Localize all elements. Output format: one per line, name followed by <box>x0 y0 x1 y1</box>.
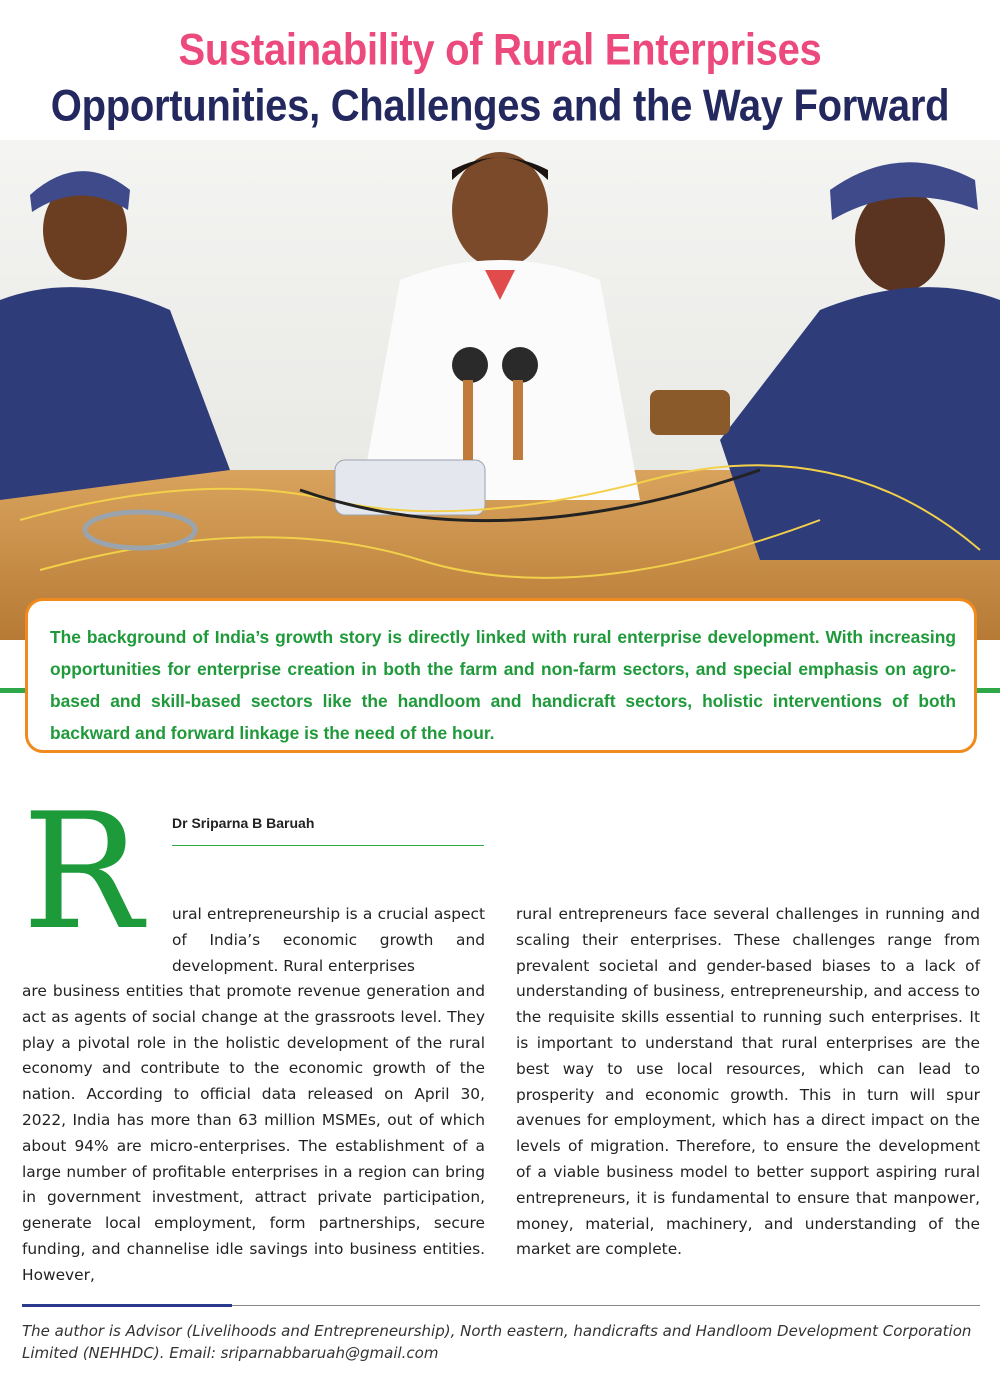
hero-photo <box>0 140 1000 640</box>
author-name: Dr Sriparna B Baruah <box>172 815 315 831</box>
photo-workers-assembling-wiring-icon <box>0 140 1000 640</box>
author-underline <box>172 845 484 846</box>
author-footnote: The author is Advisor (Livelihoods and Entrepreneurship), North eastern, handicrafts and Handloom Development Corporation Limited (NEHHDC). Email: sriparnabbaruah@gmail.com <box>22 1322 972 1362</box>
footer-accent-bar <box>22 1304 232 1307</box>
article-lead: ural entrepreneurship is a crucial aspect of India’s economic growth and development. Rural enterprises <box>172 905 485 975</box>
callout-box <box>25 598 977 753</box>
callout-text: The background of India’s growth story is directly linked with rural enterprise development. With increasing opportunities for enterprise creation in both the farm and non-farm sectors, and special emphasis on agro-based and skill-based sectors like the handloom and handicraft sectors, holistic interventions of both backward and forward linkage is the need of the hour. <box>50 627 956 743</box>
article-title: Sustainability of Rural Enterprises <box>178 25 822 75</box>
drop-cap: R <box>22 778 143 965</box>
article-column-2: rural entrepreneurs face several challenges in running and scaling their enterprises. These challenges range from prevalent societal and gender-based biases to a lack of understanding of business, entrepreneurship, and access to the requisite skills essential to running such enterprises. It is important to understand that rural enterprises are the best way to use local resources, which can lead to prosperity and economic growth. This in turn will spur avenues for employment, which has a direct impact on the levels of migration. Therefore, to ensure the development of a viable business model to better support aspiring rural entrepreneurs, it is fundamental to ensure that manpower, money, material, machinery, and understanding of the market are complete. <box>516 905 980 1259</box>
article-subtitle: Opportunities, Challenges and the Way Forward <box>50 81 950 131</box>
article-column-1: are business entities that promote revenue generation and act as agents of social change at the grassroots level. They play a pivotal role in the holistic development of the rural economy and contribute to the economic growth of the nation. According to official data released on April 30, 2022, India has more than 63 million MSMEs, out of which about 94% are micro-enterprises. The establishment of a large number of profitable enterprises in a region can bring in government investment, attract private participation, generate local employment, form partnerships, secure funding, and channelise idle savings into business entities. However, <box>22 982 485 1284</box>
